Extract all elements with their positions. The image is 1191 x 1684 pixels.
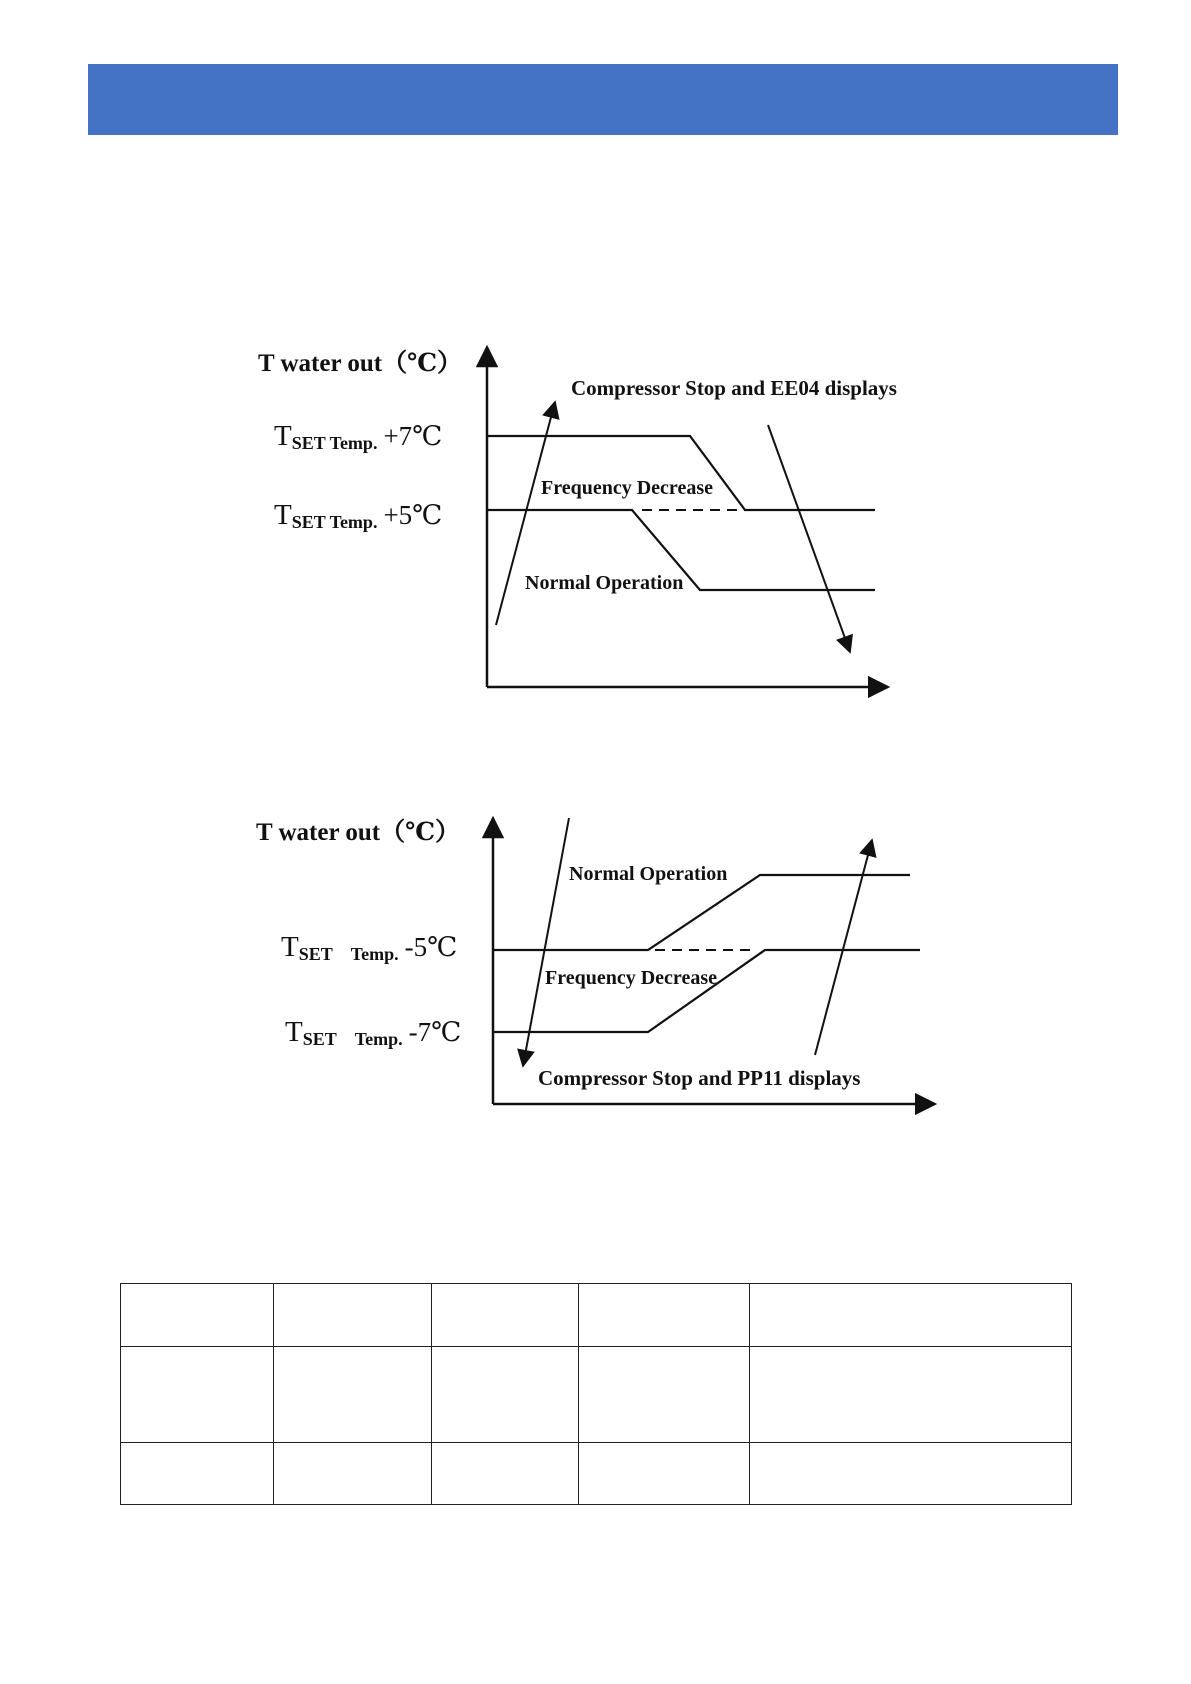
table-cell [750,1284,1072,1347]
rising-arrow [815,840,872,1055]
table-cell [578,1443,750,1505]
table-row [121,1347,1072,1443]
table-cell [750,1347,1072,1443]
table-cell [273,1347,431,1443]
lower-threshold-label: TSET Temp. +5℃ [274,499,443,532]
table-cell [431,1284,578,1347]
table-row [121,1443,1072,1505]
table-row [121,1284,1072,1347]
table-cell [750,1443,1072,1505]
table-cell [273,1443,431,1505]
table-cell [121,1347,274,1443]
table-cell [578,1347,750,1443]
table-cell [578,1284,750,1347]
lower-threshold-line [493,950,920,1032]
stop-label: Compressor Stop and PP11 displays [538,1066,861,1090]
table-cell [431,1443,578,1505]
heating-diagram [256,818,935,1104]
normal-label: Normal Operation [569,863,728,885]
freq-label: Frequency Decrease [541,477,713,499]
falling-arrow [768,425,850,652]
table-cell [431,1347,578,1443]
freq-label: Frequency Decrease [545,967,717,989]
table-cell [273,1284,431,1347]
upper-threshold-label: TSET Temp. -5℃ [281,931,458,964]
y-axis-label: T water out（℃） [258,350,463,377]
falling-arrow [523,818,569,1066]
y-axis-label: T water out（℃） [256,819,461,846]
table-cell [121,1443,274,1505]
info-table [120,1283,1072,1505]
normal-label: Normal Operation [525,572,684,594]
stop-label: Compressor Stop and EE04 displays [571,376,897,400]
table-cell [121,1284,274,1347]
lower-threshold-label: TSET Temp. -7℃ [285,1016,462,1049]
upper-threshold-label: TSET Temp. +7℃ [274,420,443,453]
cooling-diagram [258,347,897,687]
